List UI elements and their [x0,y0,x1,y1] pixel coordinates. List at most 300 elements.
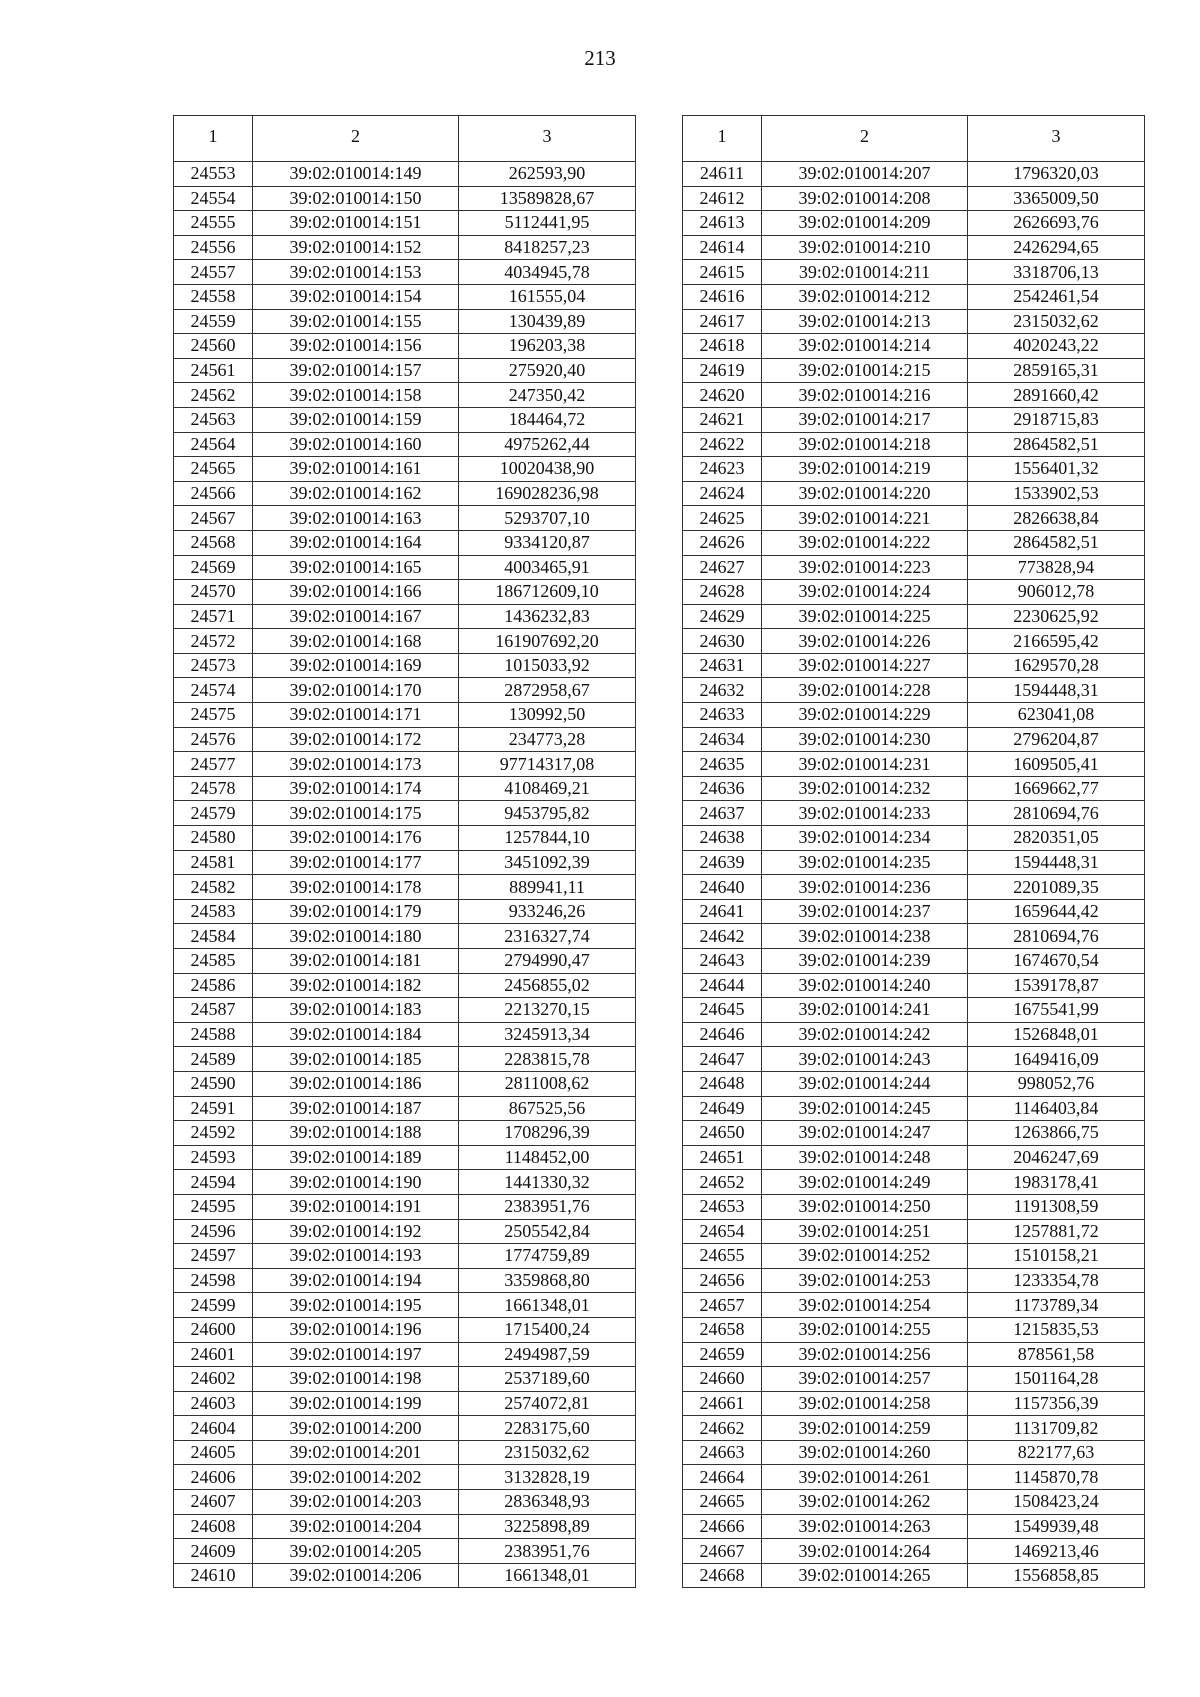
row-value: 1436232,83 [459,604,636,629]
table-row [683,186,1145,211]
row-value: 2811008,62 [459,1071,636,1096]
row-number: 24577 [174,752,253,777]
row-value: 2494987,59 [459,1342,636,1367]
row-number: 24554 [174,186,253,211]
table-row [174,678,636,703]
row-value: 3132828,19 [459,1465,636,1490]
row-value: 1469213,46 [968,1539,1145,1564]
row-number: 24579 [174,801,253,826]
row-number: 24616 [683,284,762,309]
row-number: 24589 [174,1047,253,1072]
row-number: 24634 [683,727,762,752]
cadastral-number: 39:02:010014:256 [762,1342,968,1367]
cadastral-number: 39:02:010014:183 [253,998,459,1023]
table-row [683,1047,1145,1072]
table-row [174,162,636,187]
table-row [174,358,636,383]
row-value: 5293707,10 [459,506,636,531]
row-value: 1441330,32 [459,1170,636,1195]
row-value: 878561,58 [968,1342,1145,1367]
table-row [683,432,1145,457]
cadastral-number: 39:02:010014:195 [253,1293,459,1318]
cadastral-number: 39:02:010014:219 [762,457,968,482]
row-value: 1669662,77 [968,776,1145,801]
cadastral-number: 39:02:010014:171 [253,703,459,728]
cadastral-number: 39:02:010014:193 [253,1244,459,1269]
row-value: 1594448,31 [968,678,1145,703]
table-row [683,1096,1145,1121]
row-number: 24642 [683,924,762,949]
cadastral-number: 39:02:010014:247 [762,1121,968,1146]
cadastral-number: 39:02:010014:220 [762,481,968,506]
row-number: 24569 [174,555,253,580]
row-number: 24660 [683,1367,762,1392]
row-value: 1131709,82 [968,1416,1145,1441]
table-row [174,1244,636,1269]
cadastral-number: 39:02:010014:191 [253,1194,459,1219]
cadastral-number: 39:02:010014:239 [762,949,968,974]
cadastral-number: 39:02:010014:208 [762,186,968,211]
row-number: 24591 [174,1096,253,1121]
header-col-2: 2 [253,116,459,162]
row-number: 24561 [174,358,253,383]
row-value: 2796204,87 [968,727,1145,752]
table-row [174,924,636,949]
row-number: 24623 [683,457,762,482]
row-number: 24622 [683,432,762,457]
row-number: 24576 [174,727,253,752]
cadastral-number: 39:02:010014:175 [253,801,459,826]
cadastral-number: 39:02:010014:215 [762,358,968,383]
table-row [683,580,1145,605]
cadastral-number: 39:02:010014:225 [762,604,968,629]
table-row [683,1416,1145,1441]
cadastral-number: 39:02:010014:178 [253,875,459,900]
table-row [174,235,636,260]
table-row [174,752,636,777]
table-row [174,1293,636,1318]
row-value: 10020438,90 [459,457,636,482]
table-row [683,555,1145,580]
cadastral-number: 39:02:010014:243 [762,1047,968,1072]
row-value: 2918715,83 [968,407,1145,432]
row-value: 1715400,24 [459,1317,636,1342]
row-value: 1157356,39 [968,1391,1145,1416]
cadastral-number: 39:02:010014:259 [762,1416,968,1441]
table-row [174,1367,636,1392]
row-number: 24621 [683,407,762,432]
cadastral-number: 39:02:010014:158 [253,383,459,408]
row-number: 24559 [174,309,253,334]
left-table [173,115,636,1588]
table-row [683,1293,1145,1318]
row-value: 161907692,20 [459,629,636,654]
table-row [174,949,636,974]
cadastral-number: 39:02:010014:199 [253,1391,459,1416]
table-row [174,457,636,482]
cadastral-number: 39:02:010014:204 [253,1514,459,1539]
cadastral-number: 39:02:010014:154 [253,284,459,309]
row-number: 24638 [683,826,762,851]
table-row [174,1194,636,1219]
row-number: 24648 [683,1071,762,1096]
cadastral-number: 39:02:010014:165 [253,555,459,580]
row-number: 24583 [174,899,253,924]
row-number: 24626 [683,530,762,555]
row-number: 24625 [683,506,762,531]
row-number: 24590 [174,1071,253,1096]
cadastral-number: 39:02:010014:152 [253,235,459,260]
cadastral-number: 39:02:010014:237 [762,899,968,924]
header-col-3: 3 [968,116,1145,162]
row-number: 24596 [174,1219,253,1244]
cadastral-number: 39:02:010014:185 [253,1047,459,1072]
cadastral-number: 39:02:010014:217 [762,407,968,432]
table-row [174,776,636,801]
row-value: 1263866,75 [968,1121,1145,1146]
row-value: 2810694,76 [968,801,1145,826]
row-number: 24646 [683,1022,762,1047]
row-value: 234773,28 [459,727,636,752]
row-number: 24661 [683,1391,762,1416]
table-row [174,973,636,998]
row-number: 24566 [174,481,253,506]
row-value: 1257881,72 [968,1219,1145,1244]
cadastral-number: 39:02:010014:221 [762,506,968,531]
cadastral-number: 39:02:010014:160 [253,432,459,457]
cadastral-number: 39:02:010014:172 [253,727,459,752]
table-row [174,1465,636,1490]
row-number: 24613 [683,211,762,236]
row-value: 1556401,32 [968,457,1145,482]
row-value: 2213270,15 [459,998,636,1023]
table-row [174,1047,636,1072]
row-number: 24629 [683,604,762,629]
row-value: 822177,63 [968,1440,1145,1465]
cadastral-number: 39:02:010014:218 [762,432,968,457]
row-value: 2820351,05 [968,826,1145,851]
row-number: 24560 [174,334,253,359]
table-row [174,1268,636,1293]
row-value: 1257844,10 [459,826,636,851]
table-row [683,457,1145,482]
row-number: 24643 [683,949,762,974]
table-row [174,899,636,924]
row-number: 24636 [683,776,762,801]
row-value: 1556858,85 [968,1563,1145,1588]
cadastral-number: 39:02:010014:260 [762,1440,968,1465]
table-row [683,998,1145,1023]
right-table [682,115,1145,1588]
cadastral-number: 39:02:010014:242 [762,1022,968,1047]
row-number: 24600 [174,1317,253,1342]
table-row [174,1490,636,1515]
row-value: 2166595,42 [968,629,1145,654]
row-value: 4020243,22 [968,334,1145,359]
cadastral-number: 39:02:010014:207 [762,162,968,187]
header-col-3: 3 [459,116,636,162]
row-value: 2201089,35 [968,875,1145,900]
row-number: 24592 [174,1121,253,1146]
row-number: 24631 [683,653,762,678]
cadastral-number: 39:02:010014:265 [762,1563,968,1588]
table-row [174,1416,636,1441]
cadastral-number: 39:02:010014:198 [253,1367,459,1392]
row-value: 1629570,28 [968,653,1145,678]
cadastral-number: 39:02:010014:264 [762,1539,968,1564]
row-number: 24575 [174,703,253,728]
table-row [683,629,1145,654]
table-row [683,727,1145,752]
row-number: 24637 [683,801,762,826]
row-value: 1983178,41 [968,1170,1145,1195]
cadastral-number: 39:02:010014:173 [253,752,459,777]
table-row [683,1514,1145,1539]
table-row [683,752,1145,777]
row-number: 24655 [683,1244,762,1269]
table-row [683,1563,1145,1588]
table-row [683,1342,1145,1367]
table-row [683,703,1145,728]
row-number: 24582 [174,875,253,900]
table-row [174,703,636,728]
row-value: 13589828,67 [459,186,636,211]
table-row [174,1514,636,1539]
row-value: 2426294,65 [968,235,1145,260]
row-number: 24627 [683,555,762,580]
table-row [683,211,1145,236]
row-number: 24614 [683,235,762,260]
row-number: 24653 [683,1194,762,1219]
row-value: 867525,56 [459,1096,636,1121]
row-number: 24606 [174,1465,253,1490]
row-value: 1148452,00 [459,1145,636,1170]
table-row [683,973,1145,998]
cadastral-number: 39:02:010014:258 [762,1391,968,1416]
row-value: 3245913,34 [459,1022,636,1047]
table-row [174,1022,636,1047]
cadastral-number: 39:02:010014:261 [762,1465,968,1490]
row-value: 2315032,62 [968,309,1145,334]
cadastral-number: 39:02:010014:238 [762,924,968,949]
row-number: 24632 [683,678,762,703]
row-number: 24666 [683,1514,762,1539]
row-value: 1145870,78 [968,1465,1145,1490]
table-row [683,1121,1145,1146]
row-value: 1594448,31 [968,850,1145,875]
row-number: 24571 [174,604,253,629]
row-number: 24650 [683,1121,762,1146]
cadastral-number: 39:02:010014:240 [762,973,968,998]
row-number: 24657 [683,1293,762,1318]
table-row [683,481,1145,506]
table-row [174,1219,636,1244]
row-number: 24609 [174,1539,253,1564]
row-number: 24601 [174,1342,253,1367]
cadastral-number: 39:02:010014:255 [762,1317,968,1342]
cadastral-number: 39:02:010014:212 [762,284,968,309]
row-value: 3359868,80 [459,1268,636,1293]
row-value: 8418257,23 [459,235,636,260]
table-row [683,1268,1145,1293]
table-row [683,653,1145,678]
cadastral-number: 39:02:010014:263 [762,1514,968,1539]
row-value: 1549939,48 [968,1514,1145,1539]
cadastral-number: 39:02:010014:252 [762,1244,968,1269]
row-value: 1215835,53 [968,1317,1145,1342]
row-value: 2505542,84 [459,1219,636,1244]
cadastral-number: 39:02:010014:222 [762,530,968,555]
cadastral-number: 39:02:010014:203 [253,1490,459,1515]
cadastral-number: 39:02:010014:194 [253,1268,459,1293]
table-row [174,1563,636,1588]
table-row [683,235,1145,260]
cadastral-number: 39:02:010014:241 [762,998,968,1023]
row-number: 24578 [174,776,253,801]
cadastral-number: 39:02:010014:179 [253,899,459,924]
cadastral-number: 39:02:010014:188 [253,1121,459,1146]
row-value: 1539178,87 [968,973,1145,998]
cadastral-number: 39:02:010014:251 [762,1219,968,1244]
cadastral-number: 39:02:010014:168 [253,629,459,654]
cadastral-number: 39:02:010014:248 [762,1145,968,1170]
cadastral-number: 39:02:010014:227 [762,653,968,678]
row-number: 24608 [174,1514,253,1539]
table-row [174,1170,636,1195]
row-value: 2383951,76 [459,1539,636,1564]
row-value: 1796320,03 [968,162,1145,187]
row-value: 906012,78 [968,580,1145,605]
cadastral-number: 39:02:010014:216 [762,383,968,408]
cadastral-number: 39:02:010014:230 [762,727,968,752]
table-row [174,432,636,457]
table-row [174,604,636,629]
row-number: 24568 [174,530,253,555]
cadastral-number: 39:02:010014:257 [762,1367,968,1392]
table-row [174,186,636,211]
cadastral-number: 39:02:010014:244 [762,1071,968,1096]
cadastral-number: 39:02:010014:235 [762,850,968,875]
table-row [174,850,636,875]
cadastral-number: 39:02:010014:249 [762,1170,968,1195]
row-value: 186712609,10 [459,580,636,605]
row-number: 24617 [683,309,762,334]
row-number: 24664 [683,1465,762,1490]
row-value: 2316327,74 [459,924,636,949]
table-row [683,1317,1145,1342]
row-number: 24641 [683,899,762,924]
table-row [174,875,636,900]
row-number: 24607 [174,1490,253,1515]
cadastral-number: 39:02:010014:254 [762,1293,968,1318]
row-value: 2794990,47 [459,949,636,974]
cadastral-number: 39:02:010014:169 [253,653,459,678]
table-row [174,801,636,826]
row-number: 24565 [174,457,253,482]
row-number: 24663 [683,1440,762,1465]
table-row [174,481,636,506]
header-row [683,116,1145,162]
cadastral-number: 39:02:010014:189 [253,1145,459,1170]
row-value: 3365009,50 [968,186,1145,211]
cadastral-number: 39:02:010014:155 [253,309,459,334]
cadastral-number: 39:02:010014:236 [762,875,968,900]
table-row [174,334,636,359]
table-row [174,1391,636,1416]
row-value: 3451092,39 [459,850,636,875]
table-row [683,506,1145,531]
row-number: 24647 [683,1047,762,1072]
row-value: 2283815,78 [459,1047,636,1072]
cadastral-number: 39:02:010014:231 [762,752,968,777]
row-value: 2046247,69 [968,1145,1145,1170]
table-row [683,1244,1145,1269]
row-number: 24620 [683,383,762,408]
cadastral-number: 39:02:010014:213 [762,309,968,334]
table-row [174,1096,636,1121]
row-number: 24584 [174,924,253,949]
row-value: 1609505,41 [968,752,1145,777]
row-number: 24667 [683,1539,762,1564]
row-number: 24656 [683,1268,762,1293]
table-row [683,407,1145,432]
table-row [174,826,636,851]
row-number: 24644 [683,973,762,998]
row-value: 130439,89 [459,309,636,334]
header-row [174,116,636,162]
cadastral-number: 39:02:010014:234 [762,826,968,851]
row-number: 24593 [174,1145,253,1170]
row-number: 24595 [174,1194,253,1219]
cadastral-number: 39:02:010014:228 [762,678,968,703]
row-number: 24563 [174,407,253,432]
row-value: 2836348,93 [459,1490,636,1515]
cadastral-number: 39:02:010014:262 [762,1490,968,1515]
row-value: 275920,40 [459,358,636,383]
table-row [683,1391,1145,1416]
cadastral-number: 39:02:010014:157 [253,358,459,383]
table-row [683,1440,1145,1465]
row-number: 24567 [174,506,253,531]
cadastral-number: 39:02:010014:197 [253,1342,459,1367]
table-row [174,555,636,580]
table-row [174,1342,636,1367]
table-row [683,1071,1145,1096]
row-number: 24635 [683,752,762,777]
row-number: 24564 [174,432,253,457]
row-number: 24570 [174,580,253,605]
row-value: 130992,50 [459,703,636,728]
row-number: 24598 [174,1268,253,1293]
row-number: 24649 [683,1096,762,1121]
cadastral-number: 39:02:010014:224 [762,580,968,605]
row-value: 2283175,60 [459,1416,636,1441]
row-number: 24555 [174,211,253,236]
row-number: 24553 [174,162,253,187]
row-value: 2872958,67 [459,678,636,703]
row-value: 2315032,62 [459,1440,636,1465]
table-row [174,506,636,531]
row-number: 24558 [174,284,253,309]
table-row [683,309,1145,334]
cadastral-number: 39:02:010014:205 [253,1539,459,1564]
row-number: 24662 [683,1416,762,1441]
row-number: 24618 [683,334,762,359]
row-value: 161555,04 [459,284,636,309]
row-number: 24588 [174,1022,253,1047]
row-value: 262593,90 [459,162,636,187]
row-number: 24645 [683,998,762,1023]
